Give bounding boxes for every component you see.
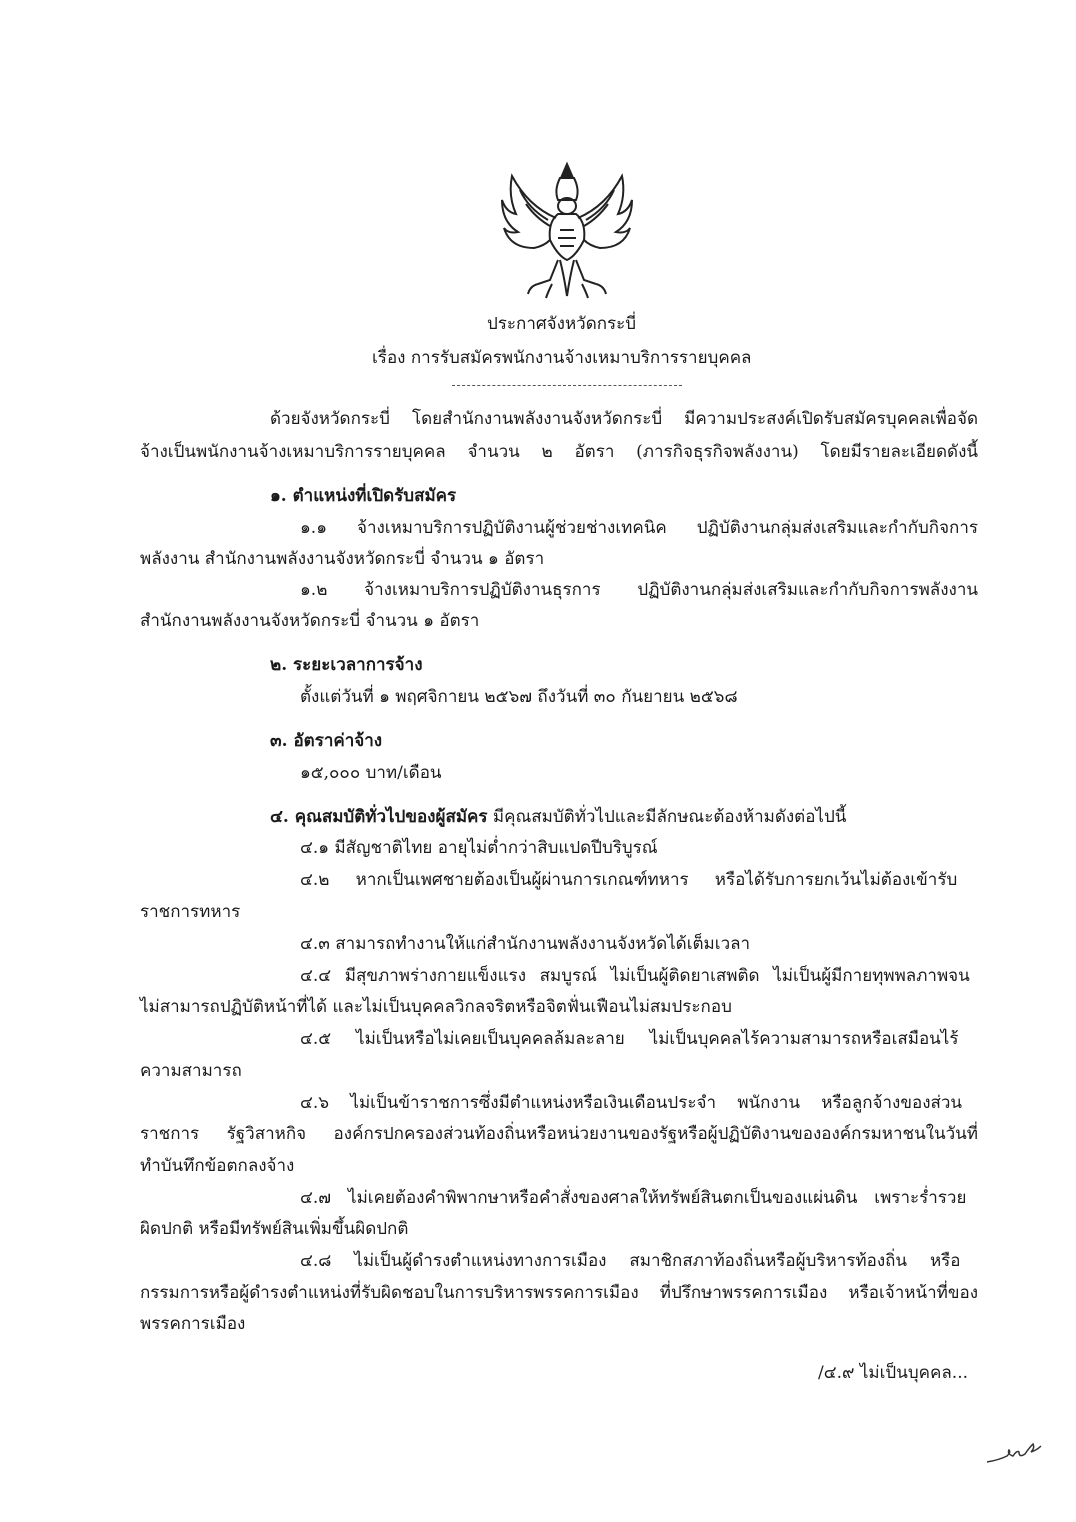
section-4-heading: ๔. คุณสมบัติทั่วไปของผู้สมัคร (270, 807, 488, 827)
section-3-heading: ๓. อัตราค่าจ้าง (270, 731, 383, 751)
qualification-4-6-cont-2: ทำบันทึกข้อตกลงจ้าง (140, 1156, 295, 1176)
section-2-text: ตั้งแต่วันที่ ๑ พฤศจิกายน ๒๕๖๗ ถึงวันที่ ๓๐ กันยายน ๒๕๖๘ (300, 687, 738, 707)
announcement-title: ประกาศจังหวัดกระบี่ (487, 314, 637, 334)
announcement-subject: เรื่อง การรับสมัครพนักงานจ้างเหมาบริการรายบุคคล (372, 348, 752, 368)
qualification-4-4: ๔.๔ มีสุขภาพร่างกายแข็งแรง สมบูรณ์ ไม่เป็นผู้ติดยาเสพติด ไม่เป็นผู้มีกายทุพพลภาพจน (300, 966, 970, 986)
title-divider (452, 385, 682, 386)
section-2-heading: ๒. ระยะเวลาการจ้าง (270, 655, 423, 675)
qualification-4-6-cont-1: ราชการ รัฐวิสาหกิจ องค์กรปกครองส่วนท้องถิ่นหรือหน่วยงานของรัฐหรือผู้ปฏิบัติงานขององค์กรมหาชนในวันที่ (140, 1124, 978, 1144)
qualification-4-1: ๔.๑ มีสัญชาติไทย อายุไม่ต่ำกว่าสิบแปดปีบริบูรณ์ (300, 838, 658, 858)
qualification-4-8-cont-1: กรรมการหรือผู้ดำรงตำแหน่งที่รับผิดชอบในการบริหารพรรคการเมือง ที่ปรึกษาพรรคการเมือง หรือเจ้าหน้าที่ของ (140, 1283, 978, 1303)
garuda-emblem (498, 156, 636, 304)
qualification-4-7: ๔.๗ ไม่เคยต้องคำพิพากษาหรือคำสั่งของศาลให้ทรัพย์สินตกเป็นของแผ่นดิน เพราะร่ำรวย (300, 1188, 967, 1208)
intro-line-1: ด้วยจังหวัดกระบี่ โดยสำนักงานพลังงานจังหวัดกระบี่ มีความประสงค์เปิดรับสมัครบุคคลเพื่อจัด (270, 409, 978, 429)
intro-line-2: จ้างเป็นพนักงานจ้างเหมาบริการรายบุคคล จำนวน ๒ อัตรา (ภารกิจธุรกิจพลังงาน) โดยมีรายละเอียดดังนี้ (140, 442, 978, 462)
section-1-item-1: ๑.๑ จ้างเหมาบริการปฏิบัติงานผู้ช่วยช่างเทคนิค ปฏิบัติงานกลุ่มส่งเสริมและกำกับกิจการ (300, 518, 978, 538)
qualification-4-8: ๔.๘ ไม่เป็นผู้ดำรงตำแหน่งทางการเมือง สมาชิกสภาท้องถิ่นหรือผู้บริหารท้องถิ่น หรือ (300, 1251, 961, 1271)
qualification-4-2: ๔.๒ หากเป็นเพศชายต้องเป็นผู้ผ่านการเกณฑ์ทหาร หรือได้รับการยกเว้นไม่ต้องเข้ารับ (300, 870, 958, 890)
qualification-4-3: ๔.๓ สามารถทำงานให้แก่สำนักงานพลังงานจังหวัดได้เต็มเวลา (300, 934, 751, 954)
handwritten-mark (985, 1438, 1045, 1468)
section-1-item-2: ๑.๒ จ้างเหมาบริการปฏิบัติงานธุรการ ปฏิบัติงานกลุ่มส่งเสริมและกำกับกิจการพลังงาน (300, 580, 978, 600)
qualification-4-4-cont: ไม่สามารถปฏิบัติหน้าที่ได้ และไม่เป็นบุคคลวิกลจริตหรือจิตฟั่นเฟือนไม่สมประกอบ (140, 997, 732, 1017)
qualification-4-6: ๔.๖ ไม่เป็นข้าราชการซึ่งมีตำแหน่งหรือเงินเดือนประจำ พนักงาน หรือลูกจ้างของส่วน (300, 1093, 963, 1113)
qualification-4-5-cont: ความสามารถ (140, 1061, 242, 1081)
section-1-item-1-cont: พลังงาน สำนักงานพลังงานจังหวัดกระบี่ จำนวน ๑ อัตรา (140, 549, 545, 569)
section-4-heading-line (270, 805, 846, 829)
section-3-text: ๑๕,๐๐๐ บาท/เดือน (300, 763, 442, 783)
section-1-heading: ๑. ตำแหน่งที่เปิดรับสมัคร (270, 486, 457, 506)
section-1-item-2-cont: สำนักงานพลังงานจังหวัดกระบี่ จำนวน ๑ อัตรา (140, 611, 480, 631)
page-continuation: /๔.๙ ไม่เป็นบุคคล... (818, 1363, 968, 1383)
qualification-4-8-cont-2: พรรคการเมือง (140, 1314, 246, 1334)
qualification-4-2-cont: ราชการทหาร (140, 902, 241, 922)
qualification-4-7-cont: ผิดปกติ หรือมีทรัพย์สินเพิ่มขึ้นผิดปกติ (140, 1219, 409, 1239)
section-4-heading-rest: มีคุณสมบัติทั่วไปและมีลักษณะต้องห้ามดังต่อไปนี้ (487, 807, 847, 827)
qualification-4-5: ๔.๕ ไม่เป็นหรือไม่เคยเป็นบุคคลล้มละลาย ไม่เป็นบุคคลไร้ความสามารถหรือเสมือนไร้ (300, 1029, 959, 1049)
